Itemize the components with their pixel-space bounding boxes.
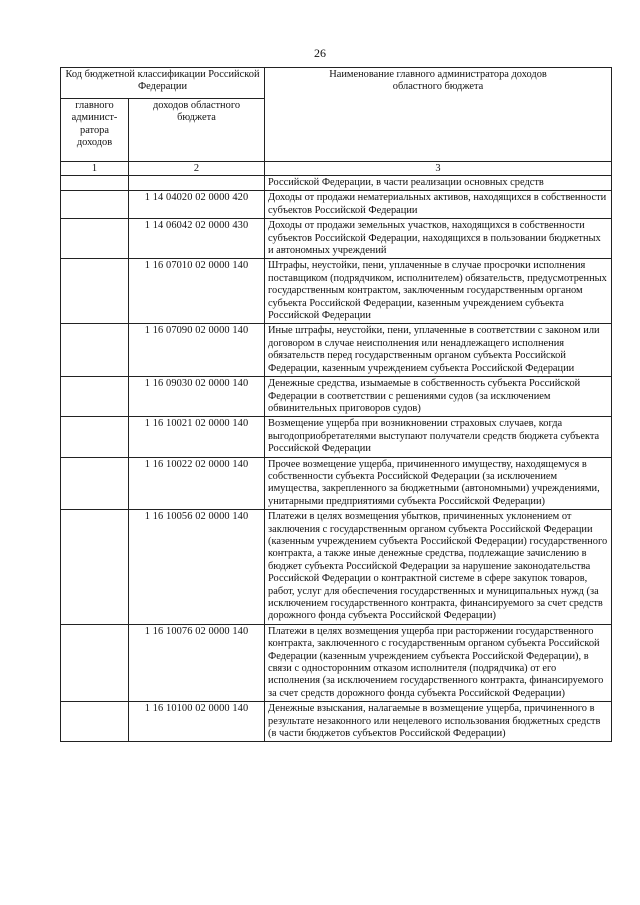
table-row	[61, 324, 612, 377]
header-administrator-name	[265, 68, 612, 162]
admin-code-cell	[61, 377, 129, 417]
income-name-cell: Денежные взыскания, налагаемые в возмещение ущерба, причиненного в результате незаконного или нецелевого использования бюджетных средств (в части бюджетов субъектов Российской Федерации)	[265, 702, 612, 742]
admin-code-cell	[61, 417, 129, 457]
table-row	[61, 702, 612, 742]
table-row	[61, 191, 612, 219]
income-name-cell: Иные штрафы, неустойки, пени, уплаченные в соответствии с законом или договором в случае неисполнения или ненадлежащего исполнения обязательств перед государственным органом субъекта Российской Федерации, казенным учреждением субъекта Российской Федерации	[265, 324, 612, 377]
income-code-cell: 1 16 07010 02 0000 140	[129, 259, 265, 324]
admin-code-cell	[61, 624, 129, 701]
admin-code-cell	[61, 702, 129, 742]
income-name-cell: Платежи в целях возмещения убытков, причиненных уклонением от заключения с государственным органом субъекта Российской Федерации (казенным учреждением субъекта Российской Федерации) государственного контракта, а также иные денежные средства, подлежащие зачислению в бюджет субъекта Российской Федерации за нарушение законодательства Российской Федерации о контрактной системе в сфере закупок товаров, работ, услуг для обеспечения государственных и муниципальных нужд (за исключением государственного контракта, финансируемого за счет средств дорожного фонда субъекта Российской Федерации)	[265, 510, 612, 625]
admin-code-cell	[61, 457, 129, 510]
table-row	[61, 457, 612, 510]
budget-classification-table	[60, 67, 612, 742]
header-income-code	[129, 99, 265, 162]
income-name-cell: Денежные средства, изымаемые в собственность субъекта Российской Федерации в соответствии с решениями судов (за исключением обвинительных приговоров судов)	[265, 377, 612, 417]
income-code-cell: 1 16 10056 02 0000 140	[129, 510, 265, 625]
table-row	[61, 510, 612, 625]
income-code-cell: 1 16 10021 02 0000 140	[129, 417, 265, 457]
column-number: 3	[265, 162, 612, 176]
page-number: 26	[314, 46, 326, 60]
income-name-cell: Возмещение ущерба при возникновении страховых случаев, когда выгодоприобретателями выступают получатели средств бюджета субъекта Российской Федерации	[265, 417, 612, 457]
column-number: 1	[61, 162, 129, 176]
admin-code-cell	[61, 510, 129, 625]
table-row	[61, 176, 612, 191]
income-code-cell: 1 16 10100 02 0000 140	[129, 702, 265, 742]
income-name-cell: Доходы от продажи земельных участков, находящихся в собственности субъектов Российской Федерации, находящихся в пользовании бюджетных и автономных учреждений	[265, 219, 612, 259]
column-numbers-row	[61, 162, 612, 176]
income-code-cell: 1 16 09030 02 0000 140	[129, 377, 265, 417]
header-administrator-name-text: Наименование главного администратора доходов областного бюджета	[329, 69, 547, 93]
income-name-cell: Прочее возмещение ущерба, причиненного имуществу, находящемуся в собственности субъекта Российской Федерации (за исключением имущества, закрепленного за бюджетными (автономными) учреждениями, унитарными предприятиями субъекта Российской Федерации)	[265, 457, 612, 510]
admin-code-cell	[61, 259, 129, 324]
header-classification-code: Код бюджетной классификации Российской Федерации	[61, 68, 265, 99]
header-admin-code: главного админист-ратора доходов	[61, 99, 129, 162]
income-code-cell: 1 16 10076 02 0000 140	[129, 624, 265, 701]
income-name-cell: Штрафы, неустойки, пени, уплаченные в случае просрочки исполнения поставщиком (подрядчиком, исполнителем) обязательств, предусмотренных государственным контрактом, заключенным государственным органом субъекта Российской Федерации, казенным учреждением субъекта Российской Федерации	[265, 259, 612, 324]
income-code-cell	[129, 176, 265, 191]
income-code-cell: 1 14 04020 02 0000 420	[129, 191, 265, 219]
income-name-cell: Платежи в целях возмещения ущерба при расторжении государственного контракта, заключенного с государственным органом субъекта Российской Федерации (казенным учреждением субъекта Российской Федерации), в связи с односторонним отказом исполнителя (подрядчика) от его исполнения (за исключением государственного контракта, финансируемого за счет средств дорожного фонда субъекта Российской Федерации)	[265, 624, 612, 701]
table-row	[61, 417, 612, 457]
income-code-cell: 1 14 06042 02 0000 430	[129, 219, 265, 259]
income-code-cell: 1 16 10022 02 0000 140	[129, 457, 265, 510]
admin-code-cell	[61, 176, 129, 191]
header-income-code-text: доходов областного бюджета	[152, 100, 241, 124]
income-name-cell: Российской Федерации, в части реализации основных средств	[265, 176, 612, 191]
income-code-cell: 1 16 07090 02 0000 140	[129, 324, 265, 377]
header-row	[61, 68, 612, 99]
table-row	[61, 259, 612, 324]
admin-code-cell	[61, 219, 129, 259]
admin-code-cell	[61, 191, 129, 219]
admin-code-cell	[61, 324, 129, 377]
column-number: 2	[129, 162, 265, 176]
table-row	[61, 219, 612, 259]
table-row	[61, 624, 612, 701]
table-row	[61, 377, 612, 417]
income-name-cell: Доходы от продажи нематериальных активов, находящихся в собственности субъектов Российской Федерации	[265, 191, 612, 219]
